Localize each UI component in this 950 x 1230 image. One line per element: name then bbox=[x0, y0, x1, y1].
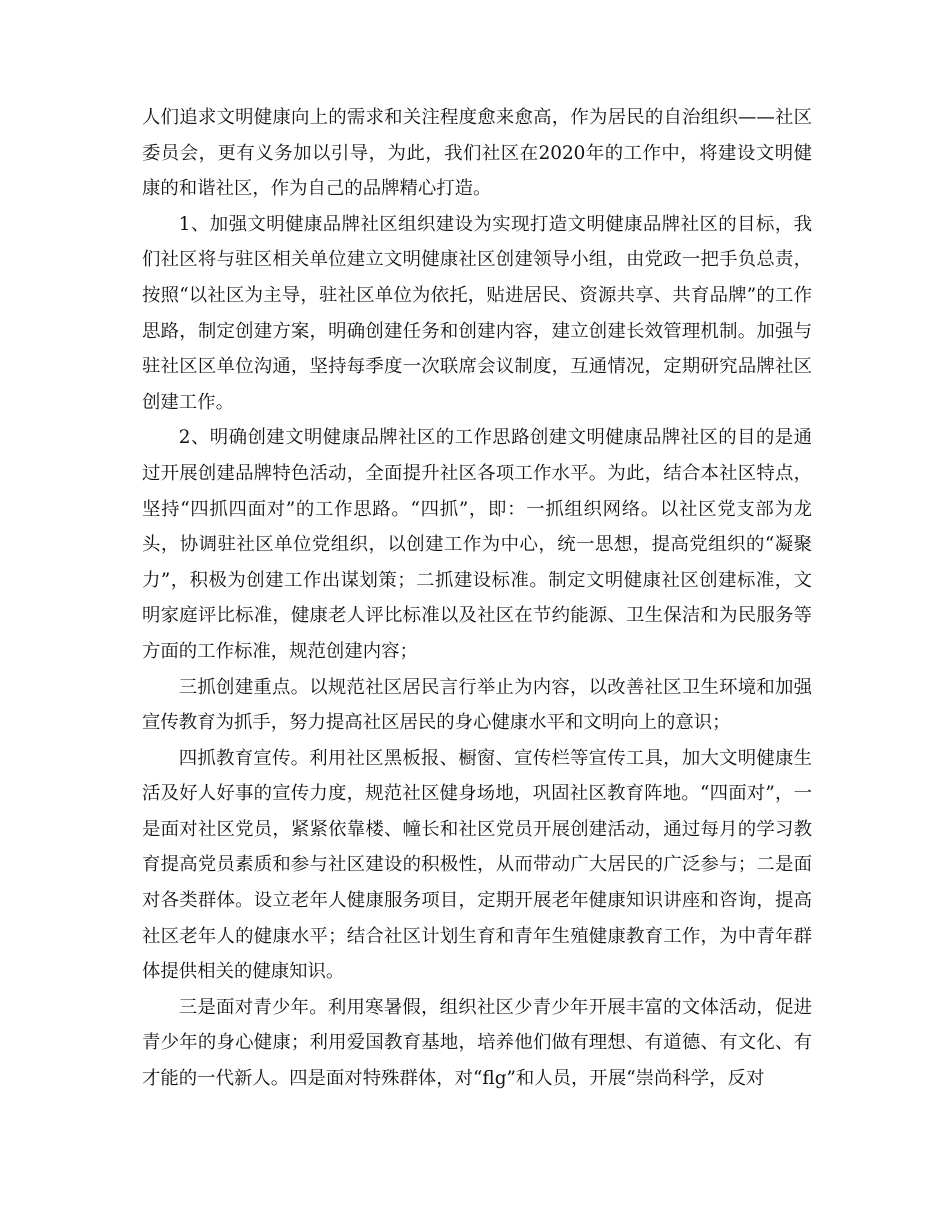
paragraph-youth: 三是面对青少年。利用寒暑假，组织社区少青少年开展丰富的文体活动，促进青少年的身心健康；利用爱国教育基地，培养他们做有理想、有道德、有文化、有才能的一代新人。四是面对特殊群体，对“flg”和人员，开展“崇尚科学，反对 bbox=[142, 996, 812, 1090]
document-body bbox=[142, 100, 812, 1097]
paragraph-fourth-focus: 四抓教育宣传。利用社区黑板报、橱窗、宣传栏等宣传工具，加大文明健康生活及好人好事的宣传力度，规范社区健身场地，巩固社区教育阵地。“四面对”，一是面对社区党员，紧紧依靠楼、幢长和社区党员开展创建活动，通过每月的学习教育提高党员素质和参与社区建设的积极性，从而带动广大居民的广泛参与；二是面对各类群体。设立老年人健康服务项目，定期开展老年健康知识讲座和咨询，提高社区老年人的健康水平；结合社区计划生育和青年生殖健康教育工作，为中青年群体提供相关的健康知识。 bbox=[142, 747, 812, 983]
paragraph-section-2: 2、明确创建文明健康品牌社区的工作思路创建文明健康品牌社区的目的是通过开展创建品牌特色活动，全面提升社区各项工作水平。为此，结合本社区特点，坚持“四抓四面对”的工作思路。“四抓”，即：一抓组织网络。以社区党支部为龙头，协调驻社区单位党组织，以创建工作为中心，统一思想，提高党组织的“凝聚力”，积极为创建工作出谋划策；二抓建设标准。制定文明健康社区创建标准，文明家庭评比标准，健康老人评比标准以及社区在节约能源、卫生保洁和为民服务等方面的工作标准，规范创建内容； bbox=[142, 427, 812, 662]
paragraph-third-focus: 三抓创建重点。以规范社区居民言行举止为内容，以改善社区卫生环境和加强宣传教育为抓手，努力提高社区居民的身心健康水平和文明向上的意识； bbox=[142, 676, 812, 734]
paragraph-section-1: 1、加强文明健康品牌社区组织建设为实现打造文明健康品牌社区的目标，我们社区将与驻区相关单位建立文明健康社区创建领导小组，由党政一把手负总责，按照“以社区为主导，驻社区单位为依托，贴进居民、资源共享、共育品牌”的工作思路，制定创建方案，明确创建任务和创建内容，建立创建长效管理机制。加强与驻社区区单位沟通，坚持每季度一次联席会议制度，互通情况，定期研究品牌社区创建工作。 bbox=[142, 213, 812, 413]
paragraph-intro-continuation: 人们追求文明健康向上的需求和关注程度愈来愈高，作为居民的自治组织——社区委员会，更有义务加以引导，为此，我们社区在2020年的工作中，将建设文明健康的和谐社区，作为自己的品牌精心打造。 bbox=[142, 107, 812, 200]
